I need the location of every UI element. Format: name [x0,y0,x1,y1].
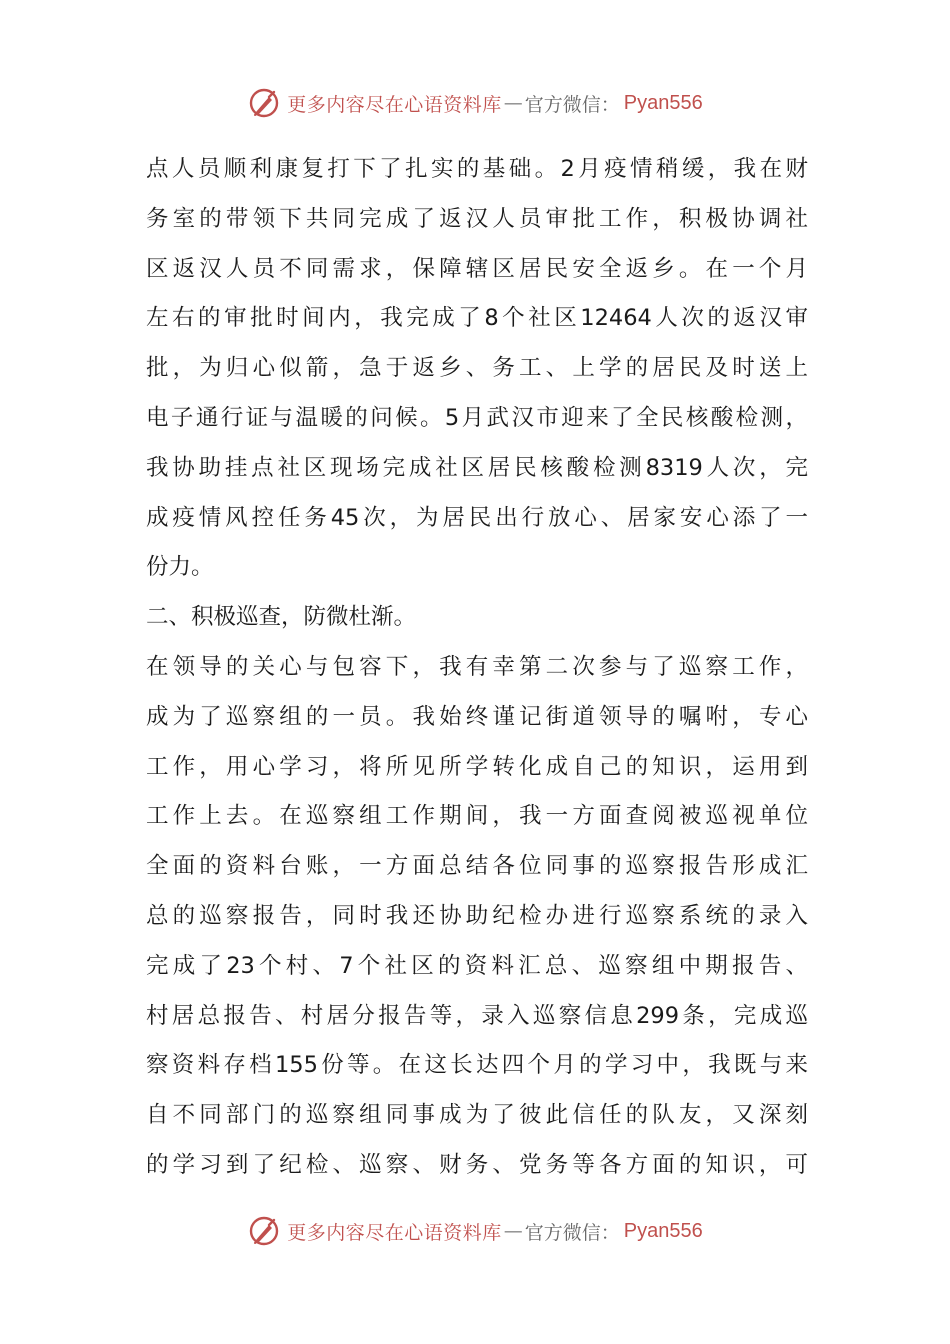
text-line: 察资料存档155份等。在这长达四个月的学习中，我既与来 [146,1052,808,1079]
watermark-separator: — [503,92,523,114]
text-line: 左右的审批时间内，我完成了8个社区12464人次的返汉审 [146,305,808,332]
watermark-brand-text: 更多内容尽在心语资料库 [287,93,502,116]
watermark-wechat-id: Pyan556 [623,1219,703,1242]
text-line: 总的巡察报告，同时我还协助纪检办进行巡察系统的录入 [146,902,808,929]
text-line: 电子通行证与温暖的问候。5月武汉市迎来了全民核酸检测， [146,404,808,431]
watermark-label: 官方微信： [524,93,620,116]
document-body [146,145,808,1191]
text-line: 工作上去。在巡察组工作期间，我一方面查阅被巡视单位 [146,803,808,830]
watermark-wechat-id: Pyan556 [623,91,703,114]
text-line: 我协助挂点社区现场完成社区居民核酸检测8319人次，完 [146,454,808,481]
pen-circle-logo-icon [247,1214,281,1248]
text-line: 的学习到了纪检、巡察、财务、党务等各方面的知识，可 [146,1151,808,1178]
text-line: 自不同部门的巡察组同事成为了彼此信任的队友，又深刻 [146,1102,808,1129]
text-line: 成疫情风控任务45次，为居民出行放心、居家安心添了一 [146,504,808,531]
pen-circle-logo-icon [247,86,281,120]
text-line: 二、积极巡查，防微杜渐。 [146,604,417,631]
watermark-separator: — [503,1220,523,1242]
footer-watermark [0,1211,950,1251]
text-line: 批，为归心似箭，急于返乡、务工、上学的居民及时送上 [146,355,808,382]
watermark-brand-text: 更多内容尽在心语资料库 [287,1221,502,1244]
text-line: 份力。 [146,554,214,581]
text-line: 全面的资料台账，一方面总结各位同事的巡察报告形成汇 [146,853,808,880]
text-line: 区返汉人员不同需求，保障辖区居民安全返乡。在一个月 [146,255,808,282]
text-line: 成为了巡察组的一员。我始终谨记街道领导的嘱咐，专心 [146,703,808,730]
text-line: 务室的带领下共同完成了返汉人员审批工作，积极协调社 [146,205,808,232]
text-line: 完成了23个村、7个社区的资料汇总、巡察组中期报告、 [146,952,808,979]
watermark-label: 官方微信： [524,1221,620,1244]
text-line: 在领导的关心与包容下，我有幸第二次参与了巡察工作， [146,653,808,680]
header-watermark [0,83,950,123]
text-line: 点人员顺利康复打下了扎实的基础。2月疫情稍缓，我在财 [146,156,808,182]
text-line: 村居总报告、村居分报告等，录入巡察信息299条，完成巡 [146,1002,808,1029]
text-line: 工作，用心学习，将所见所学转化成自己的知识，运用到 [146,753,808,780]
